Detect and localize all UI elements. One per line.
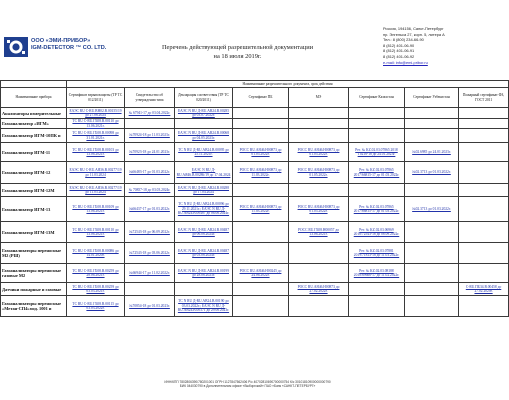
document-link-cell	[459, 143, 509, 162]
document-link-cell[interactable]: ТС RU C-RU.ГБ08.В.00259 до 28.06.2021г.	[67, 264, 125, 283]
table-row	[1, 264, 509, 283]
document-link-cell	[405, 129, 459, 143]
table-row	[1, 143, 509, 162]
document-link-cell[interactable]: №66483-17 до 01.03.2022г.	[125, 162, 175, 184]
document-link-cell[interactable]: №66437-17 до 01.03.2022г.	[125, 197, 175, 222]
document-link-cell	[349, 119, 405, 129]
document-link-cell[interactable]: РОСС RU.АЯ46.Н00873 до 27.02.2022г.	[289, 283, 349, 296]
document-link-cell	[405, 283, 459, 296]
company-logo	[3, 36, 29, 58]
document-link-cell[interactable]: РОСС RU.АЯ46.Н00245 до 24.06.2022г.	[233, 264, 289, 283]
document-link-cell[interactable]: С-RU.ПБ34.В.00458 до 27.02.2020г.	[459, 283, 509, 296]
document-link-cell[interactable]: ЕАЭС N RU Д-RU.АВ24.В.00285 до 03.07.2022г.	[175, 108, 233, 119]
device-name-cell: Анализаторы измерительные	[1, 108, 67, 119]
document-link-cell[interactable]: РОСС RU.АЯ46.Н00873 до 01.05.2022г.	[289, 162, 349, 184]
table-row	[1, 296, 509, 317]
footer-bank-details	[60, 380, 435, 389]
device-name-cell: Газоанализаторы переносные «Метан-СП4»мод. 1001 и	[1, 296, 67, 317]
table-body	[1, 108, 509, 317]
device-name-cell: Газоанализатор ИГМ-13М	[1, 222, 67, 243]
document-link-cell	[175, 119, 233, 129]
document-link-cell[interactable]: №70854-18 до 01.03.2023г.	[125, 296, 175, 317]
column-header: Свидетельство об утверждении типа	[125, 88, 175, 108]
document-link-cell[interactable]: №70923-18 до 24.01.2023г.	[125, 143, 175, 162]
document-link-cell	[125, 283, 175, 296]
document-link-cell	[289, 296, 349, 317]
document-link-cell[interactable]: ТС RU C-RU.ГБ08.В.00259 до 03.03.2021г.	[67, 283, 125, 296]
document-link-cell[interactable]: ЕАЭС N RU Д-RU.АВ24.В.00199 до 28.06.2023г.	[175, 264, 233, 283]
contact-phone: 8 (812) 401-06-91	[383, 48, 415, 54]
document-link-cell[interactable]: ТС RU C-RU.ГБ08.В.00115 до 03.03.2022г.	[67, 296, 125, 317]
title-line-2: на 18 июля 2019г.	[213, 52, 262, 60]
document-link-cell	[405, 296, 459, 317]
document-link-cell	[233, 119, 289, 129]
column-header: Пожарный сертификат ФЗ, ГОСТ 2011	[459, 88, 509, 108]
document-link-cell	[459, 184, 509, 197]
document-link-cell[interactable]: № 70857-18 до 03.03.2024г.	[125, 184, 175, 197]
document-link-cell	[459, 108, 509, 119]
document-link-cell	[233, 108, 289, 119]
document-link-cell	[289, 264, 349, 283]
document-link-cell[interactable]: ТС RU C-RU.ГБ08.В.00103 до 13.06.2021г.	[67, 143, 125, 162]
document-link-cell[interactable]: ЕАЭС RU C-RU.АЯ36.В.00277/19 до 11.03.2024	[67, 184, 125, 197]
document-link-cell[interactable]: ЕАЭС N RU Д-RU.АВ24.В.00487 до 03.06.2024г.	[175, 243, 233, 264]
column-header: Сертификат Узбекистан	[405, 88, 459, 108]
column-header: Сертификат взрывозащиты (ТР ТС 012/2011)	[67, 88, 125, 108]
documents-table	[0, 80, 509, 317]
device-name-cell: Газоанализатор ИГМ-10ПК и	[1, 129, 67, 143]
table-row	[1, 197, 509, 222]
document-link-cell[interactable]: ТС N RU Д-RU.АВ24.В.00096 до 29.11.2021г.; ЕАЭС N RU Д-RU.АВ24.В.00487 до 06.06.2024г.	[175, 197, 233, 222]
document-link-cell[interactable]: №66944-17 до 11.02.2022г.	[125, 264, 175, 283]
document-link-cell	[459, 222, 509, 243]
document-link-cell	[459, 162, 509, 184]
document-link-cell[interactable]: РОСС RU.ГБ08.Н00057 до 13.06.2021г.	[289, 222, 349, 243]
contact-block	[383, 26, 495, 65]
document-link-cell	[233, 184, 289, 197]
table-row	[1, 129, 509, 143]
contact-address: Россия, 194156, Санкт-Петербург	[383, 26, 444, 31]
document-link-cell[interactable]: ЕАЭС N RU Д-RU.АВ24.В.00068 до 04.05.2023г.	[175, 129, 233, 143]
document-link-cell	[349, 283, 405, 296]
device-name-cell: Газоанализаторы переносные газовые М2	[1, 264, 67, 283]
document-link-cell	[459, 296, 509, 317]
table-row	[1, 243, 509, 264]
document-link-cell	[289, 243, 349, 264]
document-link-cell	[349, 296, 405, 317]
document-link-cell	[459, 264, 509, 283]
document-link-cell	[349, 129, 405, 143]
group-header: Наименование разрешительного документа, срок действия	[67, 81, 509, 88]
contact-phone: 8 (812) 401-06-90	[383, 42, 415, 48]
document-link-cell[interactable]: №72543-18 до 03.06.2022г.	[125, 243, 175, 264]
document-link-cell[interactable]: ЕАЭС RU C-RU.ВН02.В.00155/19 до 27.06.2024	[67, 108, 125, 119]
document-link-cell	[175, 283, 233, 296]
document-link-cell	[405, 119, 459, 129]
company-name	[31, 38, 106, 52]
contact-phone: 8 (812) 401-06-92	[383, 53, 415, 59]
document-link-cell	[289, 108, 349, 119]
table-row	[1, 222, 509, 243]
document-link-cell[interactable]: №72543-18 до 06.09.2022г.	[125, 222, 175, 243]
document-link-cell[interactable]: ЕАЭС N RU Д-RU.АЯ46.В.00286/19 до 17.04.2024	[175, 162, 233, 184]
column-header: Декларация соответствия (ТР ТС 020/2011)	[175, 88, 233, 108]
document-link-cell[interactable]: №02.6985 до 24.01.2023г.	[405, 143, 459, 162]
device-name-cell: Газоанализатор ИГМ-13	[1, 197, 67, 222]
document-link-cell[interactable]: №02.3713 до 01.03.2022г.	[405, 162, 459, 184]
footer-line: ИНН/КПП 7802806390/780201001 ОГРН 1127847562406 Р/с 40702810690700000754 К/с 30101810900000000790	[164, 380, 331, 384]
document-link-cell	[405, 264, 459, 283]
document-link-cell[interactable]: Рег. № KZ.02.03.07865 2017/66815-17 до 01.03.2022г.	[349, 162, 405, 184]
document-link-cell[interactable]: РОСС RU.АЯ46.Н00873 до 01.05.2022г.	[233, 143, 289, 162]
device-name-cell: Газоанализатор ИГМ-12М	[1, 184, 67, 197]
contact-street: пр. Энгельса 27, корп. 5, литера А	[383, 31, 445, 37]
document-link-cell[interactable]: Рег. № KZ.02.03.08188 2018/69666-17 до 11.02.2022г.	[349, 264, 405, 283]
document-link-cell[interactable]: № 67941-17 до 03.04.2022г.	[125, 108, 175, 119]
table-corner-cell	[1, 81, 67, 88]
document-link-cell	[289, 119, 349, 129]
document-link-cell[interactable]: Рег. № KZ.02.03.06969 2018/72543-18 до 06.09.2022г.	[349, 222, 405, 243]
document-link-cell[interactable]: ТС N RU Д-RU.АВ24.В.00095 до 25.11.2021г.	[175, 143, 233, 162]
contact-email-link[interactable]: e-mail: info@emi-pribor.ru	[383, 59, 428, 65]
document-link-cell[interactable]: РОСС RU.АЯ46.Н00873 до 01.05.2022г.	[289, 143, 349, 162]
document-link-cell[interactable]: ЕАЭС N RU Д-RU.АВ24.В.00288 до 17.04.2024	[175, 184, 233, 197]
document-link-cell[interactable]: ЕАЭС N RU Д-RU.АВ24.В.00487 до 06.06.2024г.	[175, 222, 233, 243]
document-link-cell	[459, 197, 509, 222]
device-name-cell: Газоанализатор ИГМ-11	[1, 143, 67, 162]
table-row	[1, 108, 509, 119]
table-row	[1, 162, 509, 184]
column-header: МЭ	[289, 88, 349, 108]
document-link-cell	[233, 222, 289, 243]
device-name-cell: Газоанализатор «ИГМ»	[1, 119, 67, 129]
column-header: Сертификат Казахстан	[349, 88, 405, 108]
document-link-cell[interactable]: ЕАЭС RU C-RU.АЯ36.В.00277/19 до 11.03.2024	[67, 162, 125, 184]
document-link-cell[interactable]: Рег. № KZ.02.03.07865 2017/66815-17 до 01.03.2022г.	[349, 197, 405, 222]
document-link-cell	[233, 243, 289, 264]
document-link-cell[interactable]: ТС RU C-RU.ГБ08.В.00110 до 13.06.2021г.	[67, 119, 125, 129]
document-link-cell	[459, 129, 509, 143]
document-link-cell	[405, 184, 459, 197]
title-line-1: Перечень действующей разрешительной документации	[161, 44, 314, 51]
footer-line: БИК 044030790 в Дополнительном офисе «Выборгский» ПАО «Банк «САНКТ-ПЕТЕРБУРГ»	[179, 384, 316, 389]
table-row	[1, 283, 509, 296]
document-link-cell[interactable]: №02.3713 до 01.03.2022г.	[405, 197, 459, 222]
document-link-cell[interactable]: РОСС RU.АЯ46.Н00873 до 11.03.2022г.	[233, 197, 289, 222]
document-link-cell	[125, 119, 175, 129]
document-link-cell[interactable]: ТС N RU Д-RU.АВ24.В.00190 до 03.03.2022г.; ЕАЭС N RU Д-RU.АВ24.В.00371 до 29.06.2023г.	[175, 296, 233, 317]
document-link-cell	[405, 243, 459, 264]
contact-phone: Тел.: 8 (800) 234-66-90	[383, 37, 424, 43]
table-row	[1, 184, 509, 197]
document-link-cell	[405, 222, 459, 243]
document-link-cell[interactable]: №70924-18 до 11.03.2023г.	[125, 129, 175, 143]
document-link-cell[interactable]: ТС RU C-RU.ГБ08.В.00098 до 31.01.2021г.	[67, 129, 125, 143]
device-name-cell: Газоанализатор ИГМ-12	[1, 162, 67, 184]
document-link-cell[interactable]: Рег. № KZ.02.03.07865 2018 Т0216-18 до 24.01.2023г.	[349, 143, 405, 162]
company-name-en: IGM-DETECTOR ™ CO. LTD.	[31, 45, 107, 52]
device-name-cell: Газоанализаторы переносные М2 (РШ)	[1, 243, 67, 264]
table-row	[1, 119, 509, 129]
document-link-cell[interactable]: РОСС RU.АЯ46.Н00873 до 01.05.2022г.	[289, 197, 349, 222]
company-name-ru: ООО «ЭМИ-ПРИБОР»	[31, 38, 91, 44]
document-link-cell	[459, 119, 509, 129]
document-link-cell[interactable]: Рег. № KZ.02.03.07881 2019/71813-18 до 11.03.2022г.	[349, 243, 405, 264]
device-name-cell: Датчики пожарные и газовые	[1, 283, 67, 296]
document-link-cell[interactable]: РОСС RU.АЯ46.Н00873 до 11.03.2022г.	[233, 162, 289, 184]
document-link-cell[interactable]: ТС RU C-RU.ГБ08.В.00110 до 13.06.2021г.	[67, 222, 125, 243]
document-link-cell	[233, 296, 289, 317]
document-link-cell[interactable]: ТС RU C-RU.ГБ08.В.00086 до 14.01.2020г.	[67, 243, 125, 264]
document-link-cell	[233, 129, 289, 143]
column-header-device: Наименование прибора	[1, 88, 67, 108]
document-link-cell	[349, 184, 405, 197]
document-link-cell[interactable]: ТС RU C-RU.ГБ08.В.00109 до 13.06.2021г.	[67, 197, 125, 222]
document-link-cell	[405, 108, 459, 119]
document-title	[120, 44, 355, 61]
document-link-cell	[459, 243, 509, 264]
document-link-cell	[289, 184, 349, 197]
document-link-cell	[233, 283, 289, 296]
document-link-cell	[289, 129, 349, 143]
column-header: Сертификат ПБ	[233, 88, 289, 108]
document-link-cell	[349, 108, 405, 119]
